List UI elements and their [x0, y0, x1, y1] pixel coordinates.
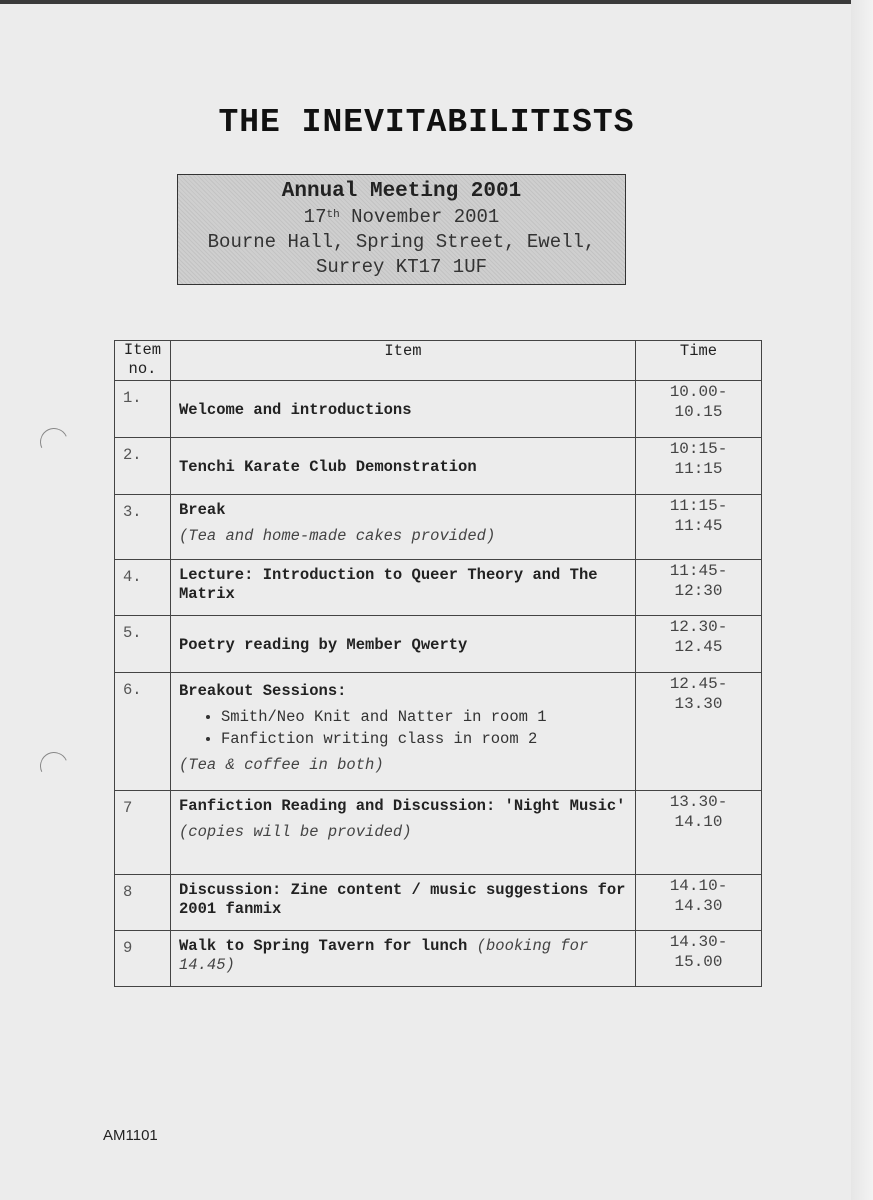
time-start: 12.45-	[669, 675, 728, 693]
row-time	[636, 560, 762, 616]
row-item-title: Walk to Spring Tavern for lunch	[179, 937, 468, 955]
row-item-title: Breakout Sessions:	[179, 682, 347, 700]
row-time	[636, 438, 762, 495]
meeting-date	[178, 205, 625, 230]
table-row	[115, 616, 762, 673]
table-row	[115, 495, 762, 560]
time-start: 11:45-	[669, 562, 728, 580]
meeting-venue-line1: Bourne Hall, Spring Street, Ewell,	[207, 231, 596, 253]
time-end: 11:45	[674, 517, 723, 535]
time-start: 11:15-	[669, 497, 728, 515]
time-end: 12:30	[674, 582, 723, 600]
row-item-note: (booking for 14.45)	[179, 937, 589, 974]
row-number: 7	[115, 791, 171, 875]
row-item-note: (Tea & coffee in both)	[179, 756, 384, 774]
row-time	[636, 875, 762, 931]
row-item	[171, 495, 636, 560]
time-start: 14.10-	[669, 877, 728, 895]
date-day: 17	[303, 206, 327, 228]
table-row	[115, 931, 762, 987]
time-end: 14.30	[674, 897, 723, 915]
table-row	[115, 875, 762, 931]
time-end: 12.45	[674, 638, 723, 656]
row-number: 5.	[115, 616, 171, 673]
row-number: 9	[115, 931, 171, 987]
row-item: Welcome and introductions	[171, 381, 636, 438]
session-list	[179, 706, 627, 750]
row-item-title: Break	[179, 501, 226, 519]
punch-hole-mark	[36, 424, 72, 460]
row-time	[636, 616, 762, 673]
time-end: 10.15	[674, 403, 723, 421]
date-rest: November 2001	[339, 206, 500, 228]
row-item: Poetry reading by Member Qwerty	[171, 616, 636, 673]
row-time	[636, 931, 762, 987]
row-item: Tenchi Karate Club Demonstration	[171, 438, 636, 495]
table-row	[115, 791, 762, 875]
document-title: THE INEVITABILITISTS	[218, 104, 635, 141]
list-item: • Fanfiction writing class in room 2	[221, 728, 627, 750]
row-item	[171, 791, 636, 875]
time-start: 10.00-	[669, 383, 728, 401]
time-start: 10:15-	[669, 440, 728, 458]
table-row	[115, 381, 762, 438]
header-time: Time	[636, 341, 762, 381]
row-number: 8	[115, 875, 171, 931]
row-time	[636, 791, 762, 875]
row-number: 1.	[115, 381, 171, 438]
row-item	[171, 931, 636, 987]
row-item: Lecture: Introduction to Queer Theory and The Matrix	[171, 560, 636, 616]
row-number: 6.	[115, 673, 171, 791]
row-time	[636, 673, 762, 791]
table-header-row	[115, 341, 762, 381]
table-row	[115, 438, 762, 495]
header-item-no: Item no.	[115, 341, 171, 381]
row-item: Discussion: Zine content / music suggestions for 2001 fanmix	[171, 875, 636, 931]
page-edge	[851, 0, 873, 1200]
meeting-info-box	[177, 174, 626, 285]
time-start: 12.30-	[669, 618, 728, 636]
row-number: 2.	[115, 438, 171, 495]
time-start: 13.30-	[669, 793, 728, 811]
row-item-title: Fanfiction Reading and Discussion: 'Night Music'	[179, 797, 626, 815]
row-item	[171, 673, 636, 791]
time-end: 11:15	[674, 460, 723, 478]
row-item-note: (Tea and home-made cakes provided)	[179, 527, 496, 545]
row-item-note: (copies will be provided)	[179, 823, 412, 841]
table-row	[115, 560, 762, 616]
time-end: 13.30	[674, 695, 723, 713]
date-suffix: th	[326, 209, 340, 221]
row-number: 4.	[115, 560, 171, 616]
row-time	[636, 495, 762, 560]
list-item: • Smith/Neo Knit and Natter in room 1	[221, 706, 627, 728]
document-code: AM1101	[103, 1127, 158, 1144]
time-start: 14.30-	[669, 933, 728, 951]
table-row	[115, 673, 762, 791]
row-number: 3.	[115, 495, 171, 560]
agenda-table	[114, 340, 762, 987]
meeting-title: Annual Meeting 2001	[281, 180, 522, 203]
time-end: 14.10	[674, 813, 723, 831]
punch-hole-mark	[36, 748, 72, 784]
time-end: 15.00	[674, 953, 723, 971]
header-item: Item	[171, 341, 636, 381]
scan-edge	[0, 0, 873, 4]
row-time	[636, 381, 762, 438]
meeting-venue-line2: Surrey KT17 1UF	[315, 256, 488, 278]
